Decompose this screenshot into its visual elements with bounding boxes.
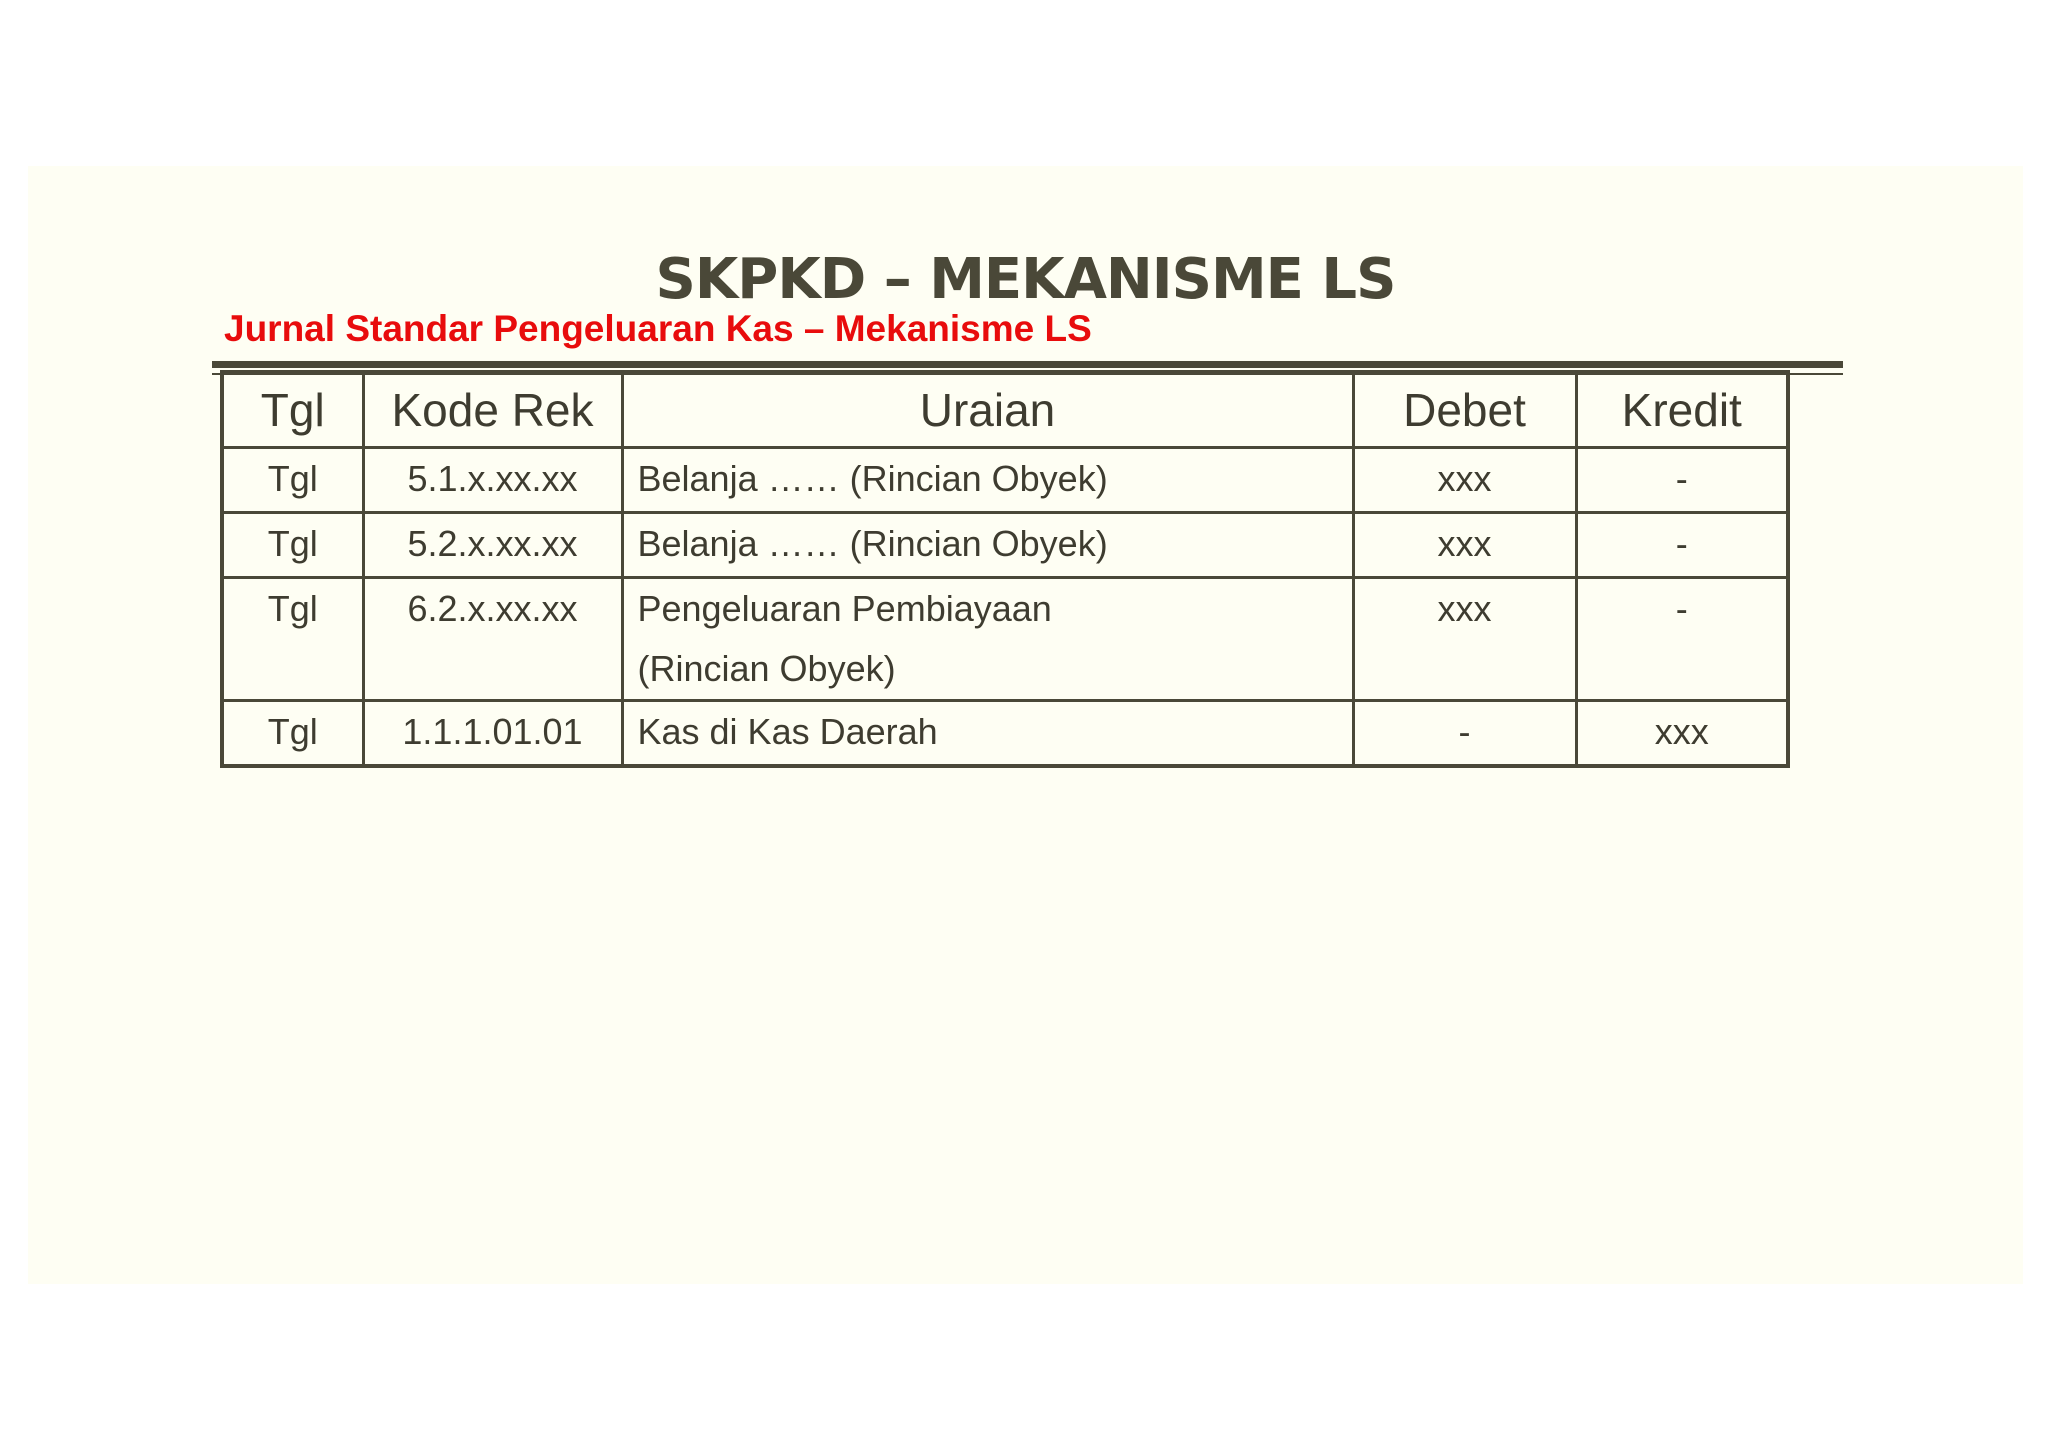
cell-kredit: - [1576, 513, 1788, 578]
cell-uraian [622, 578, 1353, 701]
header-tgl: Tgl [222, 372, 363, 448]
cell-kode-rek: 5.1.x.xx.xx [363, 448, 622, 513]
cell-uraian [622, 701, 1353, 767]
cell-kredit: - [1576, 578, 1788, 701]
header-uraian: Uraian [622, 372, 1353, 448]
uraian-line: Belanja …… (Rincian Obyek) [637, 523, 1108, 564]
journal-table [220, 370, 1790, 768]
cell-tgl: Tgl [222, 578, 363, 701]
table-header-row [222, 372, 1788, 448]
cell-debet: - [1353, 701, 1576, 767]
cell-kode-rek: 5.2.x.xx.xx [363, 513, 622, 578]
cell-uraian [622, 448, 1353, 513]
cell-kredit: - [1576, 448, 1788, 513]
table-row [222, 578, 1788, 701]
uraian-line: Kas di Kas Daerah [637, 711, 938, 752]
journal-subtitle: Jurnal Standar Pengeluaran Kas – Mekanisme LS [224, 308, 1092, 349]
header-debet: Debet [1353, 372, 1576, 448]
uraian-line: (Rincian Obyek) [637, 648, 896, 689]
cell-kode-rek: 1.1.1.01.01 [363, 701, 622, 767]
uraian-line: Pengeluaran Pembiayaan [637, 588, 1052, 629]
cell-tgl: Tgl [222, 448, 363, 513]
cell-debet: xxx [1353, 448, 1576, 513]
cell-debet: xxx [1353, 578, 1576, 701]
cell-uraian [622, 513, 1353, 578]
header-kredit: Kredit [1576, 372, 1788, 448]
slide-title: SKPKD – MEKANISME LS [655, 247, 1396, 312]
cell-kode-rek: 6.2.x.xx.xx [363, 578, 622, 701]
cell-tgl: Tgl [222, 701, 363, 767]
uraian-line: Belanja …… (Rincian Obyek) [637, 458, 1108, 499]
cell-kredit: xxx [1576, 701, 1788, 767]
cell-debet: xxx [1353, 513, 1576, 578]
table-row [222, 513, 1788, 578]
title-divider-thick [212, 361, 1843, 368]
cell-tgl: Tgl [222, 513, 363, 578]
table-row [222, 701, 1788, 767]
table-row [222, 448, 1788, 513]
header-kode-rek: Kode Rek [363, 372, 622, 448]
